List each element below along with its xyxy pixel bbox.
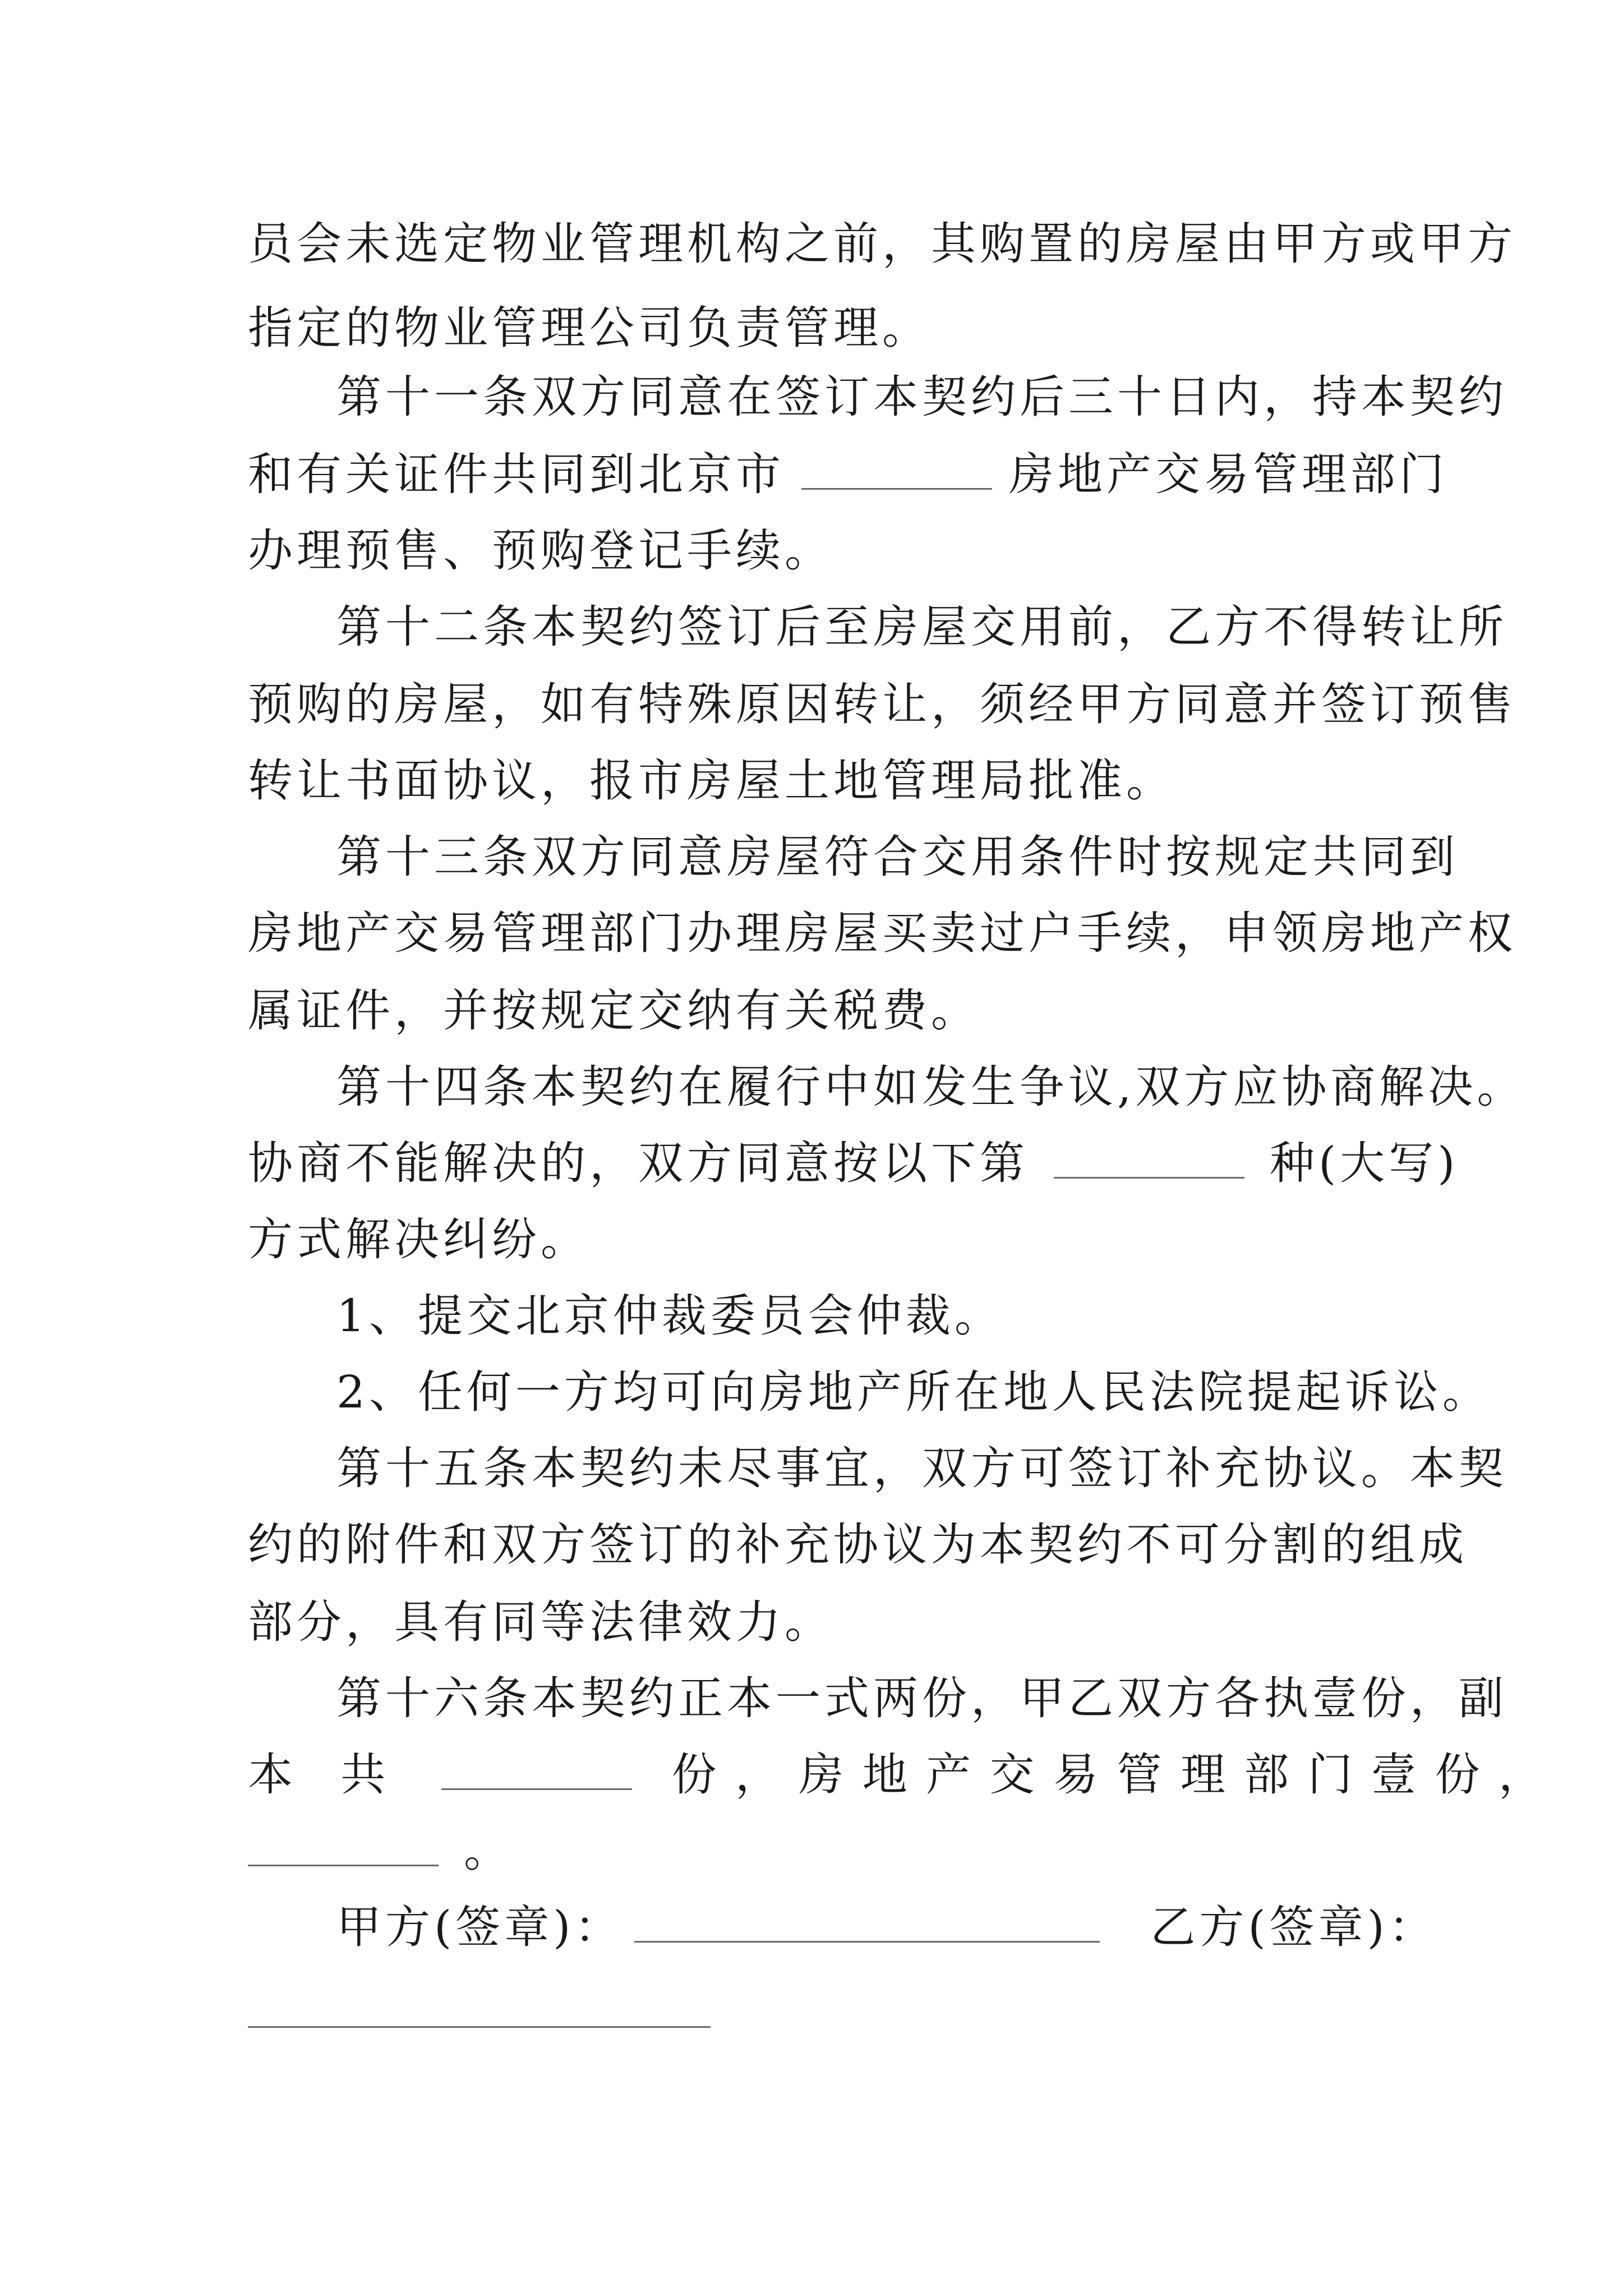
fill-blank[interactable] [801, 449, 992, 490]
text-line: 员会未选定物业管理机构之前，其购置的房屋由甲方或甲方 [248, 218, 1516, 270]
text-line [248, 447, 1448, 503]
text-segment: 本 共 [248, 1749, 403, 1801]
text-line: 指定的物业管理公司负责管理。 [248, 302, 931, 354]
text-segment: 协商不能解决的，双方同意按以下第 [248, 1137, 1029, 1189]
article-12-line: 第十二条本契约签订后至房屋交用前，乙方不得转让所 [336, 601, 1507, 653]
article-13-line: 第十三条双方同意房屋符合交用条件时按规定共同到 [336, 831, 1459, 883]
party-b-signature-blank[interactable] [248, 2026, 711, 2028]
text-line [248, 1747, 1546, 1803]
text-line: 转让书面协议，报市房屋土地管理局批准。 [248, 754, 1175, 807]
article-15-line: 第十五条本契约未尽事宜，双方可签订补充协议。本契 [336, 1442, 1507, 1494]
party-a-signature-blank[interactable] [634, 1902, 1100, 1943]
article-14-line: 第十四条本契约在履行中如发生争议,双方应协商解决。 [336, 1061, 1526, 1113]
text-segment: 种(大写) [1270, 1137, 1459, 1189]
text-line: 方式解决纠纷。 [248, 1213, 589, 1266]
text-segment: 和有关证件共同到北京市 [248, 448, 785, 500]
signature-line [336, 1899, 1437, 1955]
fill-blank[interactable] [248, 1825, 439, 1866]
article-11-line: 第十一条双方同意在签订本契约后三十日内，持本契约 [336, 371, 1507, 423]
text-segment: 房地产交易管理部门 [1009, 448, 1448, 500]
text-line: 房地产交易管理部门办理房屋买卖过户手续，申领房地产权 [248, 907, 1516, 959]
option-1-line: 1、提交北京仲裁委员会仲裁。 [336, 1290, 1003, 1342]
text-line: 部分，具有同等法律效力。 [248, 1596, 833, 1648]
text-line: 办理预售、预购登记手续。 [248, 524, 833, 577]
text-line [248, 1135, 1459, 1191]
fill-blank[interactable] [1054, 1138, 1244, 1179]
text-line: 预购的房屋，如有特殊原因转让，须经甲方同意并签订预售 [248, 678, 1516, 730]
text-line [248, 1823, 1389, 1879]
fill-blank[interactable] [441, 1749, 632, 1790]
party-b-signature-label: 乙方(签章)： [1150, 1901, 1437, 1953]
party-a-signature-label: 甲方(签章)： [336, 1901, 624, 1953]
article-16-line: 第十六条本契约正本一式两份，甲乙双方各执壹份，副 [336, 1672, 1507, 1724]
text-segment: 。 [464, 1825, 513, 1877]
option-2-line: 2、任何一方均可向房地产所在地人民法院提起诉讼。 [336, 1366, 1491, 1418]
text-line: 属证件，并按规定交纳有关税费。 [248, 984, 980, 1037]
text-segment: 份 ， 房 地 产 交 易 管 理 部 门 壹 份 ， [671, 1749, 1546, 1801]
text-line: 约的附件和双方签订的补充协议为本契约不可分割的组成 [248, 1519, 1468, 1571]
